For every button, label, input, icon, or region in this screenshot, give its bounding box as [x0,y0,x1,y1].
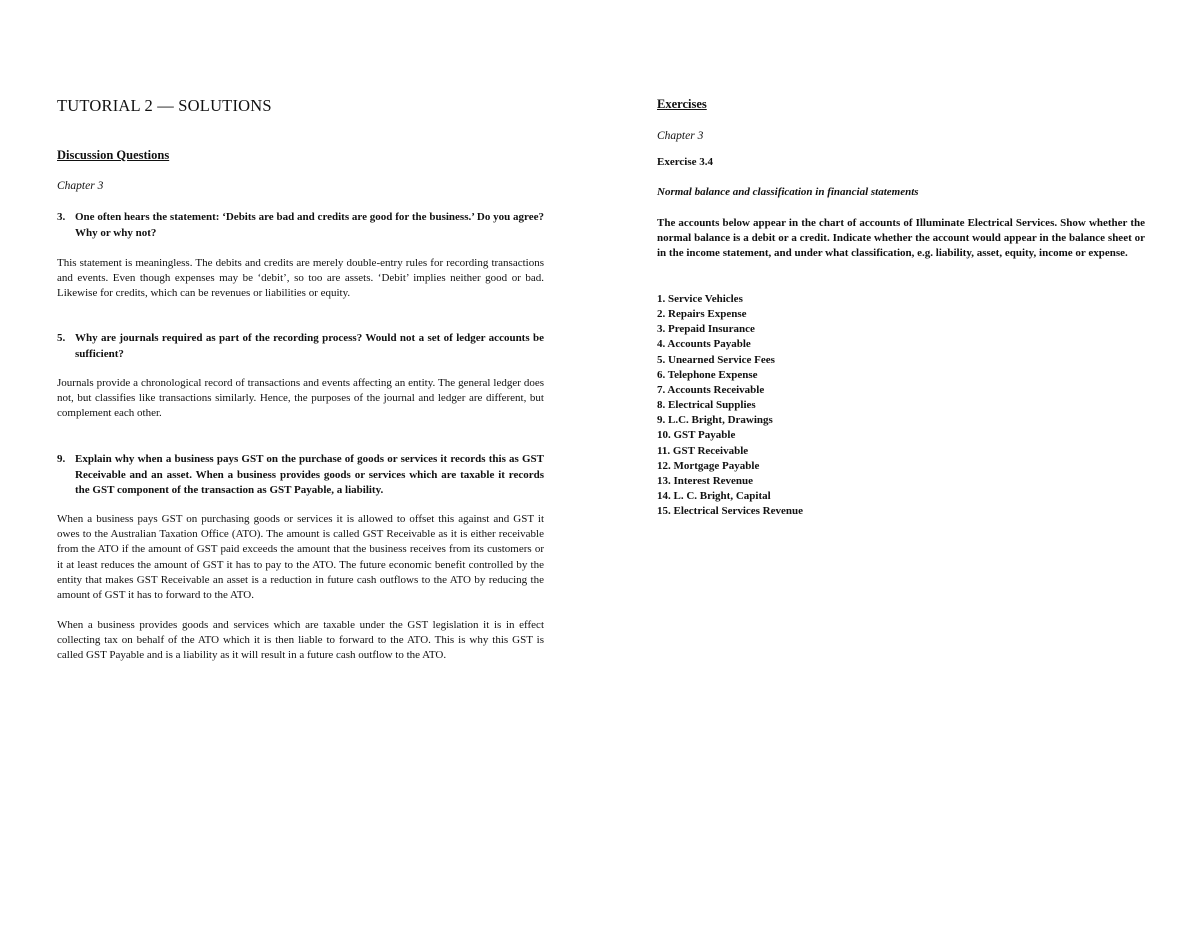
answer-5: Journals provide a chronological record of transactions and events affecting an entity. The general ledger does not, but classifies like transactions similarly. Hence, the purposes of the journal and ledger are different, but complement each other. [57,377,544,420]
question-text: One often hears the statement: ‘Debits are bad and credits are good for the business.’ Do you agree? Why or why not? [75,211,544,239]
list-item: 12. Mortgage Payable [657,459,760,472]
question-number: 3. [57,211,66,223]
list-item: 4. Accounts Payable [657,338,751,351]
list-item: 15. Electrical Services Revenue [657,505,804,518]
list-item: 13. Interest Revenue [657,474,754,487]
question-number: 9. [57,453,66,465]
list-item: 6. Telephone Expense [657,368,758,381]
list-item: 8. Electrical Supplies [657,399,756,412]
list-item: 10. GST Payable [657,429,736,442]
question-3 [57,210,544,241]
answer-3: This statement is meaningless. The debits and credits are merely double-entry rules for recording transactions and events. Even though expenses may be ‘debit’, so too are assets. ‘Debit’ implies neither good or bad. Likewise for credits, which can be revenues or liabilities or equity. [57,257,544,300]
answer-9-paragraph-1: When a business pays GST on purchasing goods or services it is allowed to offset this against and GST it owes to the Australian Taxation Office (ATO). The amount is called GST Receivable as it is either receivable from the ATO if the amount of GST paid exceeds the amount that the business receives from its customers or it at least reduces the amount of GST it has to pay to the ATO. The future economic benefit controlled by the entity that makes GST Receivable an asset is a reduction in future cash outflows to the ATO by reducing the amount of GST it has to forward to the ATO. [57,513,544,602]
question-9 [57,452,544,499]
list-item: 7. Accounts Receivable [657,383,765,396]
question-number: 5. [57,332,66,344]
exercise-title: Exercise 3.4 [657,156,714,168]
question-5 [57,331,544,362]
left-chapter-label: Chapter 3 [57,180,104,192]
accounts-list [657,292,803,519]
list-item: 2. Repairs Expense [657,308,747,321]
list-item: 11. GST Receivable [657,444,749,457]
list-item: 3. Prepaid Insurance [657,323,755,336]
list-item: 5. Unearned Service Fees [657,353,775,366]
page-title: TUTORIAL 2 — SOLUTIONS [57,96,272,115]
list-item: 9. L.C. Bright, Drawings [657,414,773,427]
discussion-questions-heading: Discussion Questions [57,148,170,162]
list-item: 14. L. C. Bright, Capital [657,490,771,503]
answer-9-paragraph-2: When a business provides goods and services which are taxable under the GST legislation it is in effect collecting tax on behalf of the ATO which it is then liable to forward to the ATO. This is why this GST is called GST Payable and is a liability as it will result in a future cash outflow to the ATO. [57,619,544,662]
exercise-subtitle: Normal balance and classification in financial statements [657,186,919,198]
list-item: 1. Service Vehicles [657,293,743,305]
exercises-heading: Exercises [657,97,707,111]
exercise-body: The accounts below appear in the chart of accounts of Illuminate Electrical Services. Show whether the normal balance is a debit or a credit. Indicate whether the account would appear in the balance sheet or in the income statement, and under what classification, e.g. liability, asset, equity, income or expense. [657,217,1145,260]
question-text: Explain why when a business pays GST on the purchase of goods or services it records this as GST Receivable and an asset. When a business provides goods or services which are taxable it records the GST component of the transaction as GST Payable, a liability. [75,453,544,496]
right-chapter-label: Chapter 3 [657,130,704,142]
question-text: Why are journals required as part of the recording process? Would not a set of ledger accounts be sufficient? [75,332,544,360]
